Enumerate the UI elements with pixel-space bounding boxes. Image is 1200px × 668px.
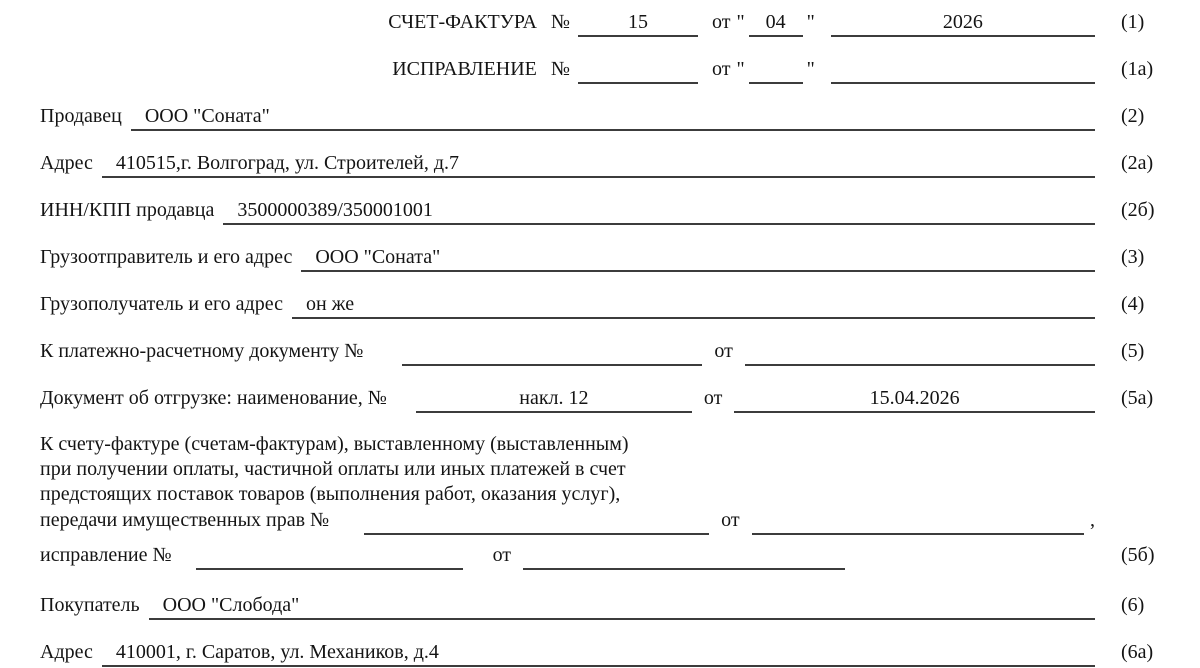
- property-rights-row: [40, 507, 1095, 535]
- correction-number-row: [40, 56, 1154, 84]
- seller-address-field: 410515,г. Волгоград, ул. Строителей, д.7: [102, 150, 1095, 178]
- open-quote: ": [736, 11, 745, 33]
- seller-row: [40, 103, 1145, 131]
- shipment-document-row: [40, 385, 1154, 413]
- comma-separator: ,: [1090, 509, 1095, 531]
- clause-correction-date-field: [523, 542, 845, 570]
- payment-doc-number-field: [402, 338, 702, 366]
- shipment-doc-number-field: накл. 12: [416, 385, 692, 413]
- buyer-address-row: [40, 639, 1154, 667]
- correction-day-field: [749, 56, 803, 84]
- field-label: исправление №: [40, 544, 172, 566]
- ot-label: от: [492, 544, 512, 566]
- invoice-number-row: [40, 9, 1145, 37]
- correction-title-box: [40, 56, 570, 84]
- line-ref-5b: (5б): [1121, 544, 1155, 566]
- line-ref-3: (3): [1121, 246, 1145, 268]
- correction-year-field: [831, 56, 1095, 84]
- line-ref-1: (1): [1121, 11, 1145, 33]
- consignee-field: он же: [292, 291, 1095, 319]
- line-ref-2: (2): [1121, 105, 1145, 127]
- open-quote: ": [736, 58, 745, 80]
- field-label: Грузополучатель и его адрес: [40, 293, 283, 315]
- ot-label: от: [712, 58, 731, 80]
- clause-line-2: при получении оплаты, частичной оплаты или иных платежей в счет: [40, 458, 626, 480]
- field-label: Документ об отгрузке: наименование, №: [40, 387, 387, 409]
- line-ref-5a: (5а): [1121, 387, 1154, 409]
- field-label: Грузоотправитель и его адрес: [40, 246, 293, 268]
- field-label: Адрес: [40, 152, 93, 174]
- buyer-address-field: 410001, г. Саратов, ул. Механиков, д.4: [102, 639, 1095, 667]
- line-ref-2a: (2а): [1121, 152, 1154, 174]
- ot-label: от: [712, 11, 731, 33]
- seller-inn-kpp-field: 3500000389/350001001: [223, 197, 1095, 225]
- ot-label: от: [714, 340, 733, 362]
- buyer-field: ООО "Слобода": [149, 592, 1095, 620]
- line-ref-5: (5): [1121, 340, 1145, 362]
- consignee-row: [40, 291, 1145, 319]
- clause-correction-number-field: [196, 542, 463, 570]
- invoice-day-field: 04: [749, 9, 803, 37]
- seller-address-row: [40, 150, 1154, 178]
- correction-title: ИСПРАВЛЕНИЕ: [392, 58, 537, 80]
- invoice-title: СЧЕТ-ФАКТУРА: [388, 11, 537, 33]
- payment-document-row: [40, 338, 1145, 366]
- buyer-row: [40, 592, 1145, 620]
- field-label: Адрес: [40, 641, 93, 663]
- close-quote: ": [806, 58, 815, 80]
- rights-number-field: [364, 507, 709, 535]
- line-ref-4: (4): [1121, 293, 1145, 315]
- ot-label: от: [721, 509, 740, 531]
- rights-date-field: [752, 507, 1084, 535]
- clause-correction-row: [40, 542, 1155, 570]
- advance-invoice-clause: [40, 432, 1095, 507]
- consignor-field: ООО "Соната": [301, 244, 1095, 272]
- clause-line-1: К счету-фактуре (счетам-фактурам), выставленному (выставленным): [40, 433, 629, 455]
- field-label: К платежно-расчетному документу №: [40, 340, 364, 362]
- payment-doc-date-field: [745, 338, 1095, 366]
- clause-line-3: предстоящих поставок товаров (выполнения работ, оказания услуг),: [40, 483, 621, 505]
- field-label: ИНН/КПП продавца: [40, 199, 215, 221]
- line-ref-1a: (1а): [1121, 58, 1154, 80]
- line-ref-2b: (2б): [1121, 199, 1155, 221]
- field-label: Покупатель: [40, 594, 140, 616]
- numero-sign: №: [550, 11, 570, 33]
- field-label: Продавец: [40, 105, 122, 127]
- field-label: передачи имущественных прав №: [40, 509, 330, 531]
- ot-label: от: [703, 387, 723, 409]
- invoice-title-box: [40, 9, 570, 37]
- seller-value-field: ООО "Соната": [131, 103, 1095, 131]
- invoice-year-field: 2026: [831, 9, 1095, 37]
- line-ref-6a: (6а): [1121, 641, 1154, 663]
- shipment-doc-date-field: 15.04.2026: [734, 385, 1095, 413]
- invoice-number-field: 15: [578, 9, 698, 37]
- line-ref-6: (6): [1121, 594, 1145, 616]
- close-quote: ": [806, 11, 815, 33]
- consignor-row: [40, 244, 1145, 272]
- numero-sign: №: [550, 58, 570, 80]
- correction-number-field: [578, 56, 698, 84]
- seller-inn-kpp-row: [40, 197, 1155, 225]
